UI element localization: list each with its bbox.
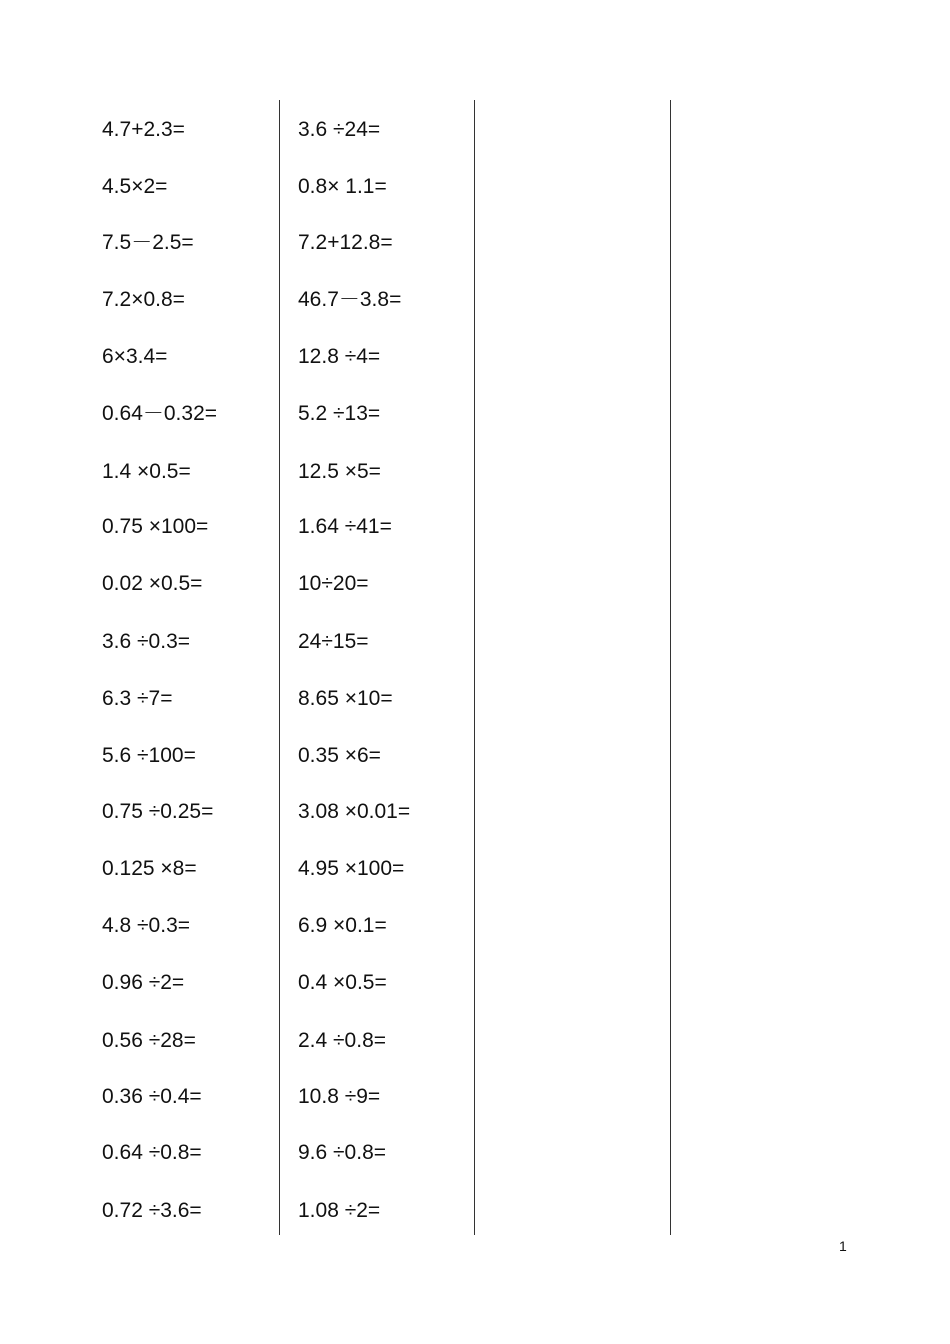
arithmetic-problem: 0.4 ×0.5= [298, 971, 387, 994]
arithmetic-problem: 10÷20= [298, 572, 369, 595]
arithmetic-problem: 5.2 ÷13= [298, 402, 381, 425]
arithmetic-problem: 4.5×2= [102, 175, 168, 198]
arithmetic-problem: 0.8× 1.1= [298, 175, 387, 198]
arithmetic-problem: 6×3.4= [102, 345, 168, 368]
arithmetic-problem: 7.2×0.8= [102, 288, 185, 311]
arithmetic-problem: 4.8 ÷0.3= [102, 914, 191, 937]
arithmetic-problem: 0.125 ×8= [102, 857, 197, 880]
column-divider [474, 100, 475, 1235]
arithmetic-problem: 12.8 ÷4= [298, 345, 381, 368]
arithmetic-problem: 0.64－0.32= [102, 402, 218, 425]
arithmetic-problem: 0.35 ×6= [298, 744, 381, 767]
arithmetic-problem: 4.7+2.3= [102, 118, 185, 141]
arithmetic-problem: 0.75 ×100= [102, 515, 209, 538]
arithmetic-problem: 1.64 ÷41= [298, 515, 392, 538]
arithmetic-problem: 3.08 ×0.01= [298, 800, 411, 823]
column-divider [670, 100, 671, 1235]
arithmetic-problem: 2.4 ÷0.8= [298, 1029, 387, 1052]
arithmetic-problem: 9.6 ÷0.8= [298, 1141, 387, 1164]
arithmetic-problem: 10.8 ÷9= [298, 1085, 381, 1108]
arithmetic-problem: 4.95 ×100= [298, 857, 405, 880]
arithmetic-problem: 0.56 ÷28= [102, 1029, 196, 1052]
arithmetic-problem: 46.7－3.8= [298, 288, 402, 311]
arithmetic-problem: 7.2+12.8= [298, 231, 393, 254]
arithmetic-problem: 3.6 ÷24= [298, 118, 381, 141]
arithmetic-problem: 6.3 ÷7= [102, 687, 173, 710]
arithmetic-problem: 0.64 ÷0.8= [102, 1141, 202, 1164]
arithmetic-problem: 5.6 ÷100= [102, 744, 196, 767]
arithmetic-problem: 7.5－2.5= [102, 231, 194, 254]
arithmetic-problem: 24÷15= [298, 630, 369, 653]
arithmetic-problem: 12.5 ×5= [298, 460, 381, 483]
arithmetic-problem: 0.96 ÷2= [102, 971, 185, 994]
column-divider [279, 100, 280, 1235]
arithmetic-problem: 0.75 ÷0.25= [102, 800, 214, 823]
arithmetic-problem: 0.02 ×0.5= [102, 572, 203, 595]
arithmetic-problem: 6.9 ×0.1= [298, 914, 387, 937]
arithmetic-problem: 0.36 ÷0.4= [102, 1085, 202, 1108]
arithmetic-problem: 0.72 ÷3.6= [102, 1199, 202, 1222]
arithmetic-problem: 1.08 ÷2= [298, 1199, 381, 1222]
arithmetic-problem: 3.6 ÷0.3= [102, 630, 191, 653]
arithmetic-problem: 8.65 ×10= [298, 687, 393, 710]
arithmetic-problem: 1.4 ×0.5= [102, 460, 191, 483]
page-number: 1 [839, 1238, 847, 1254]
